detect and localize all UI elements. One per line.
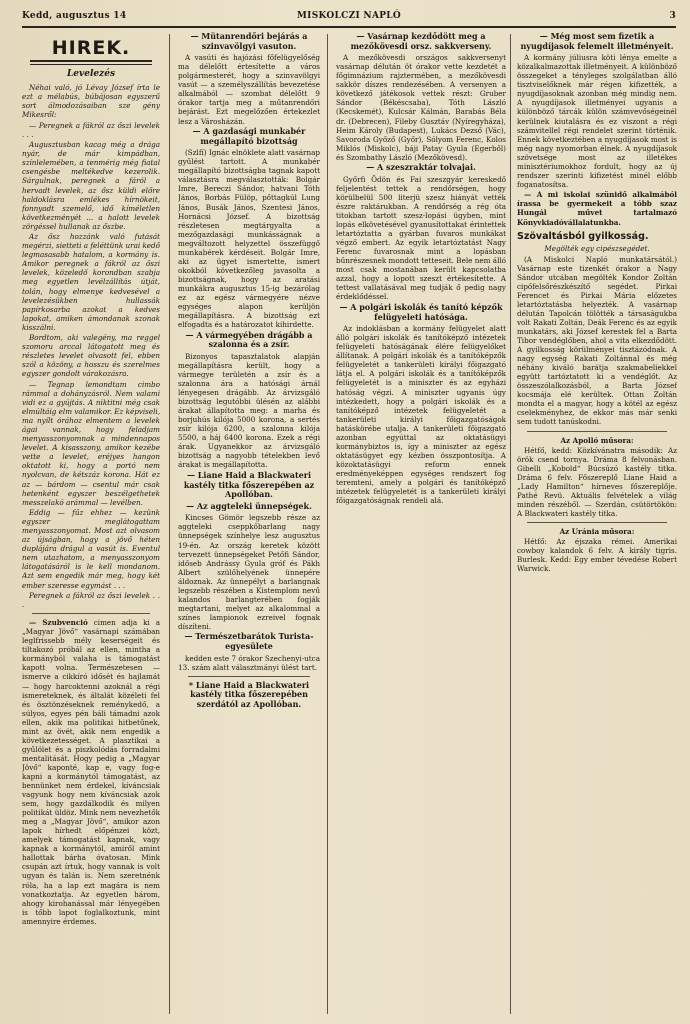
- news-headline: — A gazdasági munkabér megállapító bizottság: [192, 126, 306, 146]
- article-text: cimen adja ki a „Magyar Jövő“ vasárnapi számában leglfrissebb mély keserségeit és tiltakozó próbál az ellen, mintha a kormányból valaha is támogatást kapott volna. Természetesen — ismerve a cikkíró idősét és hajlamát — hogy harcoktenni azoknál a régi ismereteknek, és általát közéleti fel és ösztönzéseknek reménykedő, a súlyos, egyes pén báli támadni azok ellen, akik ma politikai hitbetűnek, mint az övét, akik nem engedik a következetességet. A plasztikai a gyűlölet és a piszkolódás forradalmi mentalitását. Hogy pedig a „Magyar Jövő“ kaponté, kap e, vagy fog-e kapni a kormánytól támogatást, az bennünket nem érdekel, kíváncsiak vagyunk hogy nem kíváncsiak azok sem, hogy gazdálkodik és milyen politikát üldöz. Mink nem nevezhetők meg a „Magyar Jövő“, amikor azon lapok hírhedt előpénzei közt, amelyek támogatást kapnak, vagy kapnak a kormánytól, amiről amint hallottak bárha óvatosan. Mink csupán azt írtuk, hogy vannak is volt ugyan és talán is. Nem szeretnénk róla, ha a lap ezt magára is nem vonatkoztatja. Az egyetlen három, ahogy kirohanással már lényegében is tőbb lapot foglalkoztunk, mint amennyire érdemes.: [22, 618, 160, 926]
- column-2: [178, 32, 320, 1018]
- news-item: [336, 163, 506, 301]
- news-text: (Szlfí) Ignác elnöklete alatt vasárnap gyűlést tartott. A munkabér megállapító bizottságba tagnak kapott választásra megválasztották: Bolgár Imre, Bereczi Sándor, hatvani Tóth János, Borbás Fülöp, pőttagkúl Lung János, Busák János, Szentesi János, Hornácsi József. A bizottság részletesen megtárgyalta a mezőgazdasági munkásságnak a megváltozott helyzettel összefüggő munkabérek kérdéseit. Bolgár Imre, aki az ügyet ismertette, ismert okokból következőleg javasolta a bizottságnak, hogy az aratási munkákra augusztus 15-ig bezárólag ez az egész vármegyére nézve egységes alapon kerüljön megállapításra. A bizottság ezt elfogadta és a határozatot kihirdette.: [178, 148, 320, 330]
- news-headline: — Természetbarátok Turista-egyesülete: [184, 631, 314, 652]
- column-4: [517, 32, 677, 1018]
- program-title: Az Uránia műsora:: [559, 526, 635, 536]
- news-text: Bizonyos tapasztalatok alapján megállapításra került, hogy a vármegye területén a zsír és a szalonna ára a hatósági árnál lényegesen drágább. Az árvizsgáló bizottság legutóbbi ülésén az alábbi árakat állapította meg: a marha és borjuhús kilója 5000 korona, a sertés zsír kilója 6200, a szalonna kilója 5500, a háj 6400 korona. Ezek a régi árak. Ugyanekkor az árvizsgáló bizottság a nagyobb tételekben levő árakat is megállapította.: [178, 351, 320, 470]
- news-headline: — Még most sem fizetik a nyugdíjasok felemelt illetményeit.: [520, 32, 674, 51]
- news-text: kedden este 7 órakor Szechenyi-utca 13. szám alatt választmányi ülést tart.: [178, 653, 320, 672]
- paragraph: — Peregnek a fákról az őszi levelek . . .: [22, 120, 160, 139]
- paragraph: Augusztusban kacag még a drága nyár, de már kimpádban, színlelemében, a tenmérig még fiatal csengésbe meltékedve kezerolik. Sárgulnak, peregnek a fáról a hervadt levelek, az ősz küldi előre haldoklásra emlékes hírnökeit, fonnyadt szemelő, idő kíméletlen következményét ... a halott levelek zörgéssel hullanak az őszbe.: [22, 140, 160, 231]
- column-3: [336, 32, 506, 1018]
- column-rule: [169, 34, 170, 1014]
- news-item: [178, 632, 320, 671]
- article-lead: — Szubvenció: [29, 618, 88, 628]
- column-rule: [327, 34, 328, 1014]
- news-text: A mezőkövesdi országos sakkversenyt vasárnap délután öt órakor vette kezdetét a főgimnázium rajztermében, a mezőkövesdi sakkör díszes rendezésében. A versenyen a következő játékosok vettek részt: Gruber Sándor (Békéscsaba), Tóth László (Kecskemét), Kulcsár Kálmán, Barabás Béla dr. (Debrecen), Fileby Gusztáv (Nyíregyháza), Heim Károly (Budapest), Lukács Dezső (Vác), Savoroda Győző (Győr), Sólyom Ferenc, Kolos Miklós (Miskolc), báji Patay Gyula (Egerből) és Szombathy László (Mezőkövesd).: [336, 53, 506, 162]
- news-headline: — A polgári iskolák és tanító képzők felügyeleti hatósága.: [339, 302, 503, 322]
- news-headline: — Az aggteleki ünnepségek.: [186, 500, 312, 511]
- news-headline: — Vasárnap kezdődött meg a mezőkövesdi orsz. sakkverseny.: [350, 32, 492, 51]
- cinema-program: [517, 527, 677, 573]
- paragraph: Bordtom, aki valegény, ma reggel szomoru arccal látogatott meg és részletes levelet olvasott fel, ebben szól a közöny, a hosszu és szerelmes egyszer gondolt várakozásra.: [22, 333, 160, 379]
- news-item: [336, 303, 506, 505]
- news-item: [178, 32, 320, 126]
- header-paper-name: MISKOLCZI NAPLÓ: [296, 11, 402, 21]
- feuilleton-body: [22, 83, 160, 609]
- news-subheadline: Megölték egy cipészsegédet.: [544, 243, 650, 253]
- header-date: Kedd, augusztus 14: [22, 11, 127, 21]
- news-item: [178, 471, 320, 500]
- separator: [32, 613, 150, 614]
- column-1: [22, 32, 160, 1018]
- paragraph: — Tegnap lemondtam cimbo rámmal a dohányzásról. Nem valami vidi ez a gyújtás. A niktitni még csak elmúltáig elm valamikor. Ez képviseli, ma nyílt órához elmentem a levelek ágai vannak, hogy feladjam menyasszonyomnak a mindennapos levelet. A kisasszony, amikor kezébe vette a levelet, eréjyes hangon oktatott ki, hogy a portó nem nyolcvan, de kétszáz korona. Hát ez az — bárdom — csentul már csak hetenként egyszer beszélgethetek messzelakó arámmal — levélben.: [22, 380, 160, 507]
- section-masthead: HIREK.: [51, 37, 131, 59]
- program-title: Az Apolló műsora:: [560, 435, 634, 445]
- news-text: A vasúti és hajózási főfelügyelőség ma délelőtt értesítette a város polgármesterét, hogy a szinvavölgyi vasút — a személyszállítás bevezetése alkalmából — szombat délelőtt 9 órakor tartja meg a műtanrendőri bejárást. Ezt megelőzően értekezlet lesz a Városházán.: [178, 53, 320, 126]
- separator: [188, 676, 310, 677]
- news-headline: — A szeszraktár tolvajai.: [366, 162, 476, 173]
- news-text: — A mi iskolai szünidő alkalmából írassa be gyermekeit a tóbb szaz Hungál művet tartalmazó Könyvkiadóvállalatunkba.: [517, 190, 677, 227]
- cinema-program: [517, 436, 677, 518]
- masthead-rule: [30, 60, 152, 65]
- paragraph: Néhai való, jó Lévay József írta le ezt a mélabús, búbájosan egyszerű sort álmodozásaiban sze gény Mikesről:: [22, 83, 160, 120]
- paragraph: Peregnek a fákról az őszi levelek . . .: [22, 591, 160, 610]
- news-text: Az indoklásban a kormány felügyelet alatt álló polgári iskolák és tanítóképző intézetek felügyeleti hatóságának élére felügyelőket állítanak. A polgári iskolák és a tanítóképzők felügyeletét a tankerületi királyi főigazgató látja el. A polgári iskolák és a tanítóképzők felügyeletét is a miniszter és az egyházi hatóság végzi. A miniszter ugyanis úgy intézkedett, hogy a polgári iskolák és a tanítóképző intézetek felügyeletét a tankerületi királyi főigazgatóságok hatáskörébe utalja. A tankerületi főigazgató azonban egyúttal az oktatásügyi kormánybiztos is, így a miniszter az egész oktatásügyet egy kézben összpontosítja. A közoktatásügyi reform ennek eredményeképpen egységes rendszert fog teremteni, amely a polgári és tanítóképző intézetek felügyeletét is a tankerületi királyi főigazgatóságnak rendeli alá.: [336, 324, 506, 506]
- separator: [527, 431, 667, 432]
- feuilleton-title: Levelezés: [66, 69, 116, 79]
- program-text: Hétfő: Az éjszaka rémei. Amerikai cowboy kalandok 6 felv. A király tigris. Burlesk. Kedd: Egy ember tévedése Robert Warwick.: [517, 536, 677, 574]
- news-text: (A Miskolci Napló munkatársától.) Vasárnap este tizenkét órakor a Nagy Sándor utcában megölték Kondor Zoltán cipőfelsőrészkészítő segédet. Pirkai Ferencet és Pirkai Mária előzetes letartóztatásba helyezték. A vasárnap délután Tapolcán tölötték a társaságukba volt Rakati Zoltán, Deák Ferenc és az egyik munkatárs, aki József kerestek fel a Barta Tibor vendéglőben, ahol a vita elkezdődött. A gyilkosság körülményei tisztázódnak. A nagy egység Rakati Zoltánnal és még néhány kiváló barátja szakmabeliekkel együtt tartóztatott ki a vendéglőt. Az összeszólalkozásból, a Barta József kocsmája elé kerültek. Ottan Zoltán mondta el a magyar, hogy a kötél az egész cselekményhez, de ekkor más már senki sem tudott tanúskodni.: [517, 254, 677, 427]
- news-item: [178, 331, 320, 470]
- news-item: [178, 127, 320, 329]
- news-item: [517, 190, 677, 226]
- separator: [527, 522, 667, 523]
- news-item: [517, 231, 677, 427]
- news-headline: — Mütanrendőri bejárás a szinvavölgyi vasuton.: [190, 32, 308, 51]
- news-item: [336, 32, 506, 162]
- program-text: Hétfő, kedd: Közkívánatra második: Az örök csend tornya. Dráma 8 felvonásban. Gibelli „Kobold“ Búcsúzó kastély titka. Dráma 6 felv. Főszereplő Liane Haid a „Lady Hamilton“ hírneves főszereplője. Pathé Revü. Aktuális felvételek a világ minden részéből. — Szerdán, csütörtökön: A Blackwateri kastély titka.: [517, 445, 677, 518]
- news-item: [178, 681, 320, 710]
- news-text: Kincses Gömör legszebb része az aggteleki cseppkőbarlang nagy ünnepségek színhelye lesz augusztus 19-én. Az ország keretek között tervezett ünnepségeket Petőfi Sándor, időseb Andrássy Gyula gróf és Pákh Albert szülőhelyének ünnepére áldoznak. Az ünnepélyt a barlangnak legszebb részében a Kistemplom nevű kalandos barlangterében fogják megtartani, melyet az alkalommal a színes lampionok ezreivel fognak díszíteni.: [178, 513, 320, 631]
- article-subvention: [22, 618, 160, 926]
- column-rule: [510, 34, 511, 1014]
- paragraph: Az ősz hozzánk való futását megérzi, sietteti a feléttünk urai kedő legmasasabb hatalom, a kormány is. Amikor peregnek a fákról az őszi levelek, közeledő korondban szabja meg egyetlen levélzállítás útját, tolán, hogy elmenye kedvesével a levelezésükben hullassák papírkosarba azokat a kedves lapokat, amiken ámondanak szonak kisszálni.: [22, 232, 160, 332]
- news-text: Győrfi Ödön és Fai szeszgyár kereskedő feljelentést tettek a rendőrségen, hogy körülbelül 500 literjü szesz hiányát vették észre raktárukban. A rendőrség a rég óta titokban tartott szesz-lopási ügyben, mint lopás elkövetésével gyanusítottakat érintettek letartóztatta a gyárban fuvaros munkákat végző embert. Az egyik letartóztatást Nagy Ferenc fuvarosnak mint a lopásban bűnrészesnek mondott tetteseit. Bele nem álló most csak mostanában került kapcsolatba azzal, hogy a lopott szeszt értékesítette. A tettest vallatásával meg tudják ő pedig nagy érdeklődéssel.: [336, 174, 506, 302]
- paragraph: Eddig — fűz ehhez — kezünk egyszer meglátogattam menyasszonyomat. Most azt olvasom az újságban, hogy a jövő héten duplájára drágul a vasút is. Eventul nem utazhatom, a menyasszonyom látogatásáról is le kell mondanom. Azt sem engedik már meg, hogy két ember szeresse egymást . . .: [22, 508, 160, 590]
- news-headline: — Liane Haid a Blackwateri kastély titka főszerepében az Apollóban.: [183, 469, 315, 500]
- news-text: A kormány júliusra köti lénya emelte a közalkalmazottak illetményeit. A különböző összegeket a tényleges szolgálatban álló tisztviselőknek már régen kifizették, a nyugdíjasoknak azonban még mindig nem. A nyugdíjasok illetményei ugyanis a különböző tárcák külön számvevőségeinél kerülnek kiutalásra és ez viszont a régi számvitellel régi rendelet szerint történik. Ennek következtében a nyugdíjasok most is még nagy nyomorban élnek. A nyugdíjasok szövetsége most az illetékes minisztériumokhoz fordult, hogy az új rendszer szerinti kifizetést minél előbb foganatosítsa.: [517, 53, 677, 189]
- header-page-number: 3: [669, 11, 676, 21]
- news-headline: — A vármegyében drágább a szalonna és a zsír.: [185, 329, 313, 350]
- news-item: [178, 502, 320, 631]
- news-item: [517, 32, 677, 189]
- page-header: [22, 8, 676, 28]
- news-headline: * Liane Haid a Blackwateri kastély titka főszerepében szerdától az Apollóban.: [188, 679, 310, 709]
- news-headline: Szövaltásból gyilkosság.: [517, 230, 649, 242]
